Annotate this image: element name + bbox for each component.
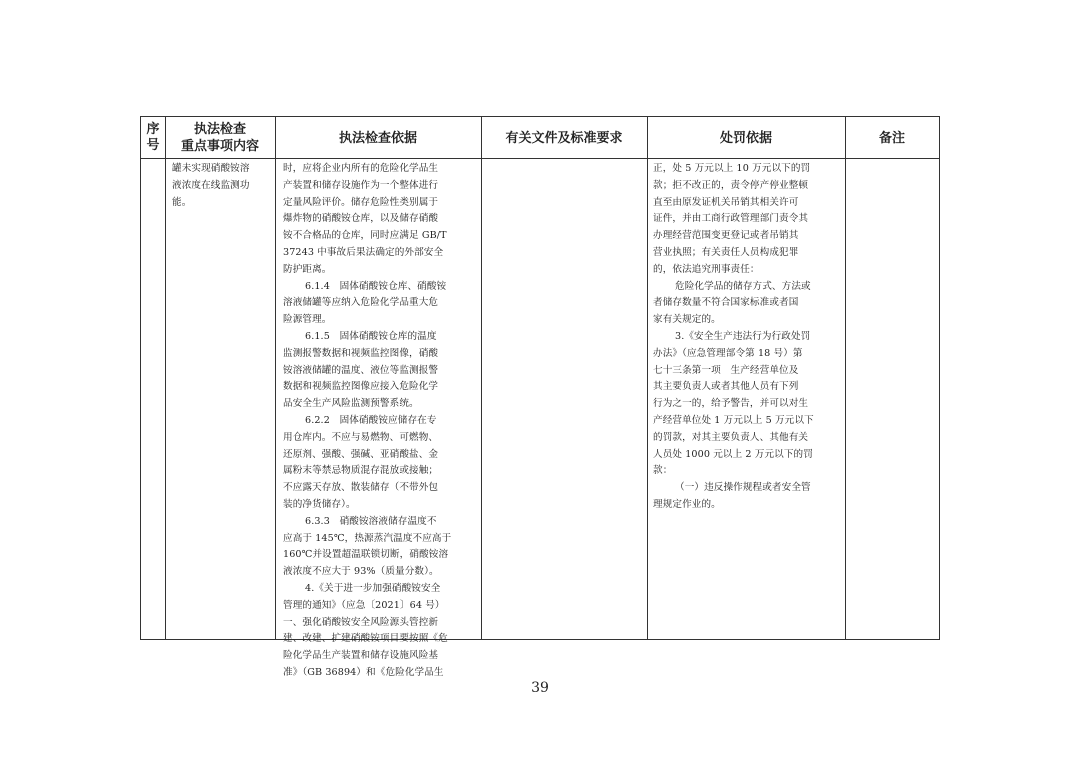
text-line: 爆炸物的硝酸铵仓库，以及储存硝酸 xyxy=(283,213,439,225)
header-standards xyxy=(481,117,647,159)
text-line: 3.《安全生产违法行为行政处罚 xyxy=(675,330,811,342)
header-item-line2: 重点事项内容 xyxy=(180,139,259,154)
text-line: 铵不合格品的仓库，同时应满足 GB/T xyxy=(283,230,447,242)
text-line: 应高于 145℃，热源蒸汽温度不应高于 xyxy=(283,532,452,544)
text-line: 能。 xyxy=(172,196,192,208)
header-penalty-label: 处罚依据 xyxy=(719,130,772,146)
text-line: 理规定作业的。 xyxy=(653,498,721,510)
text-line: 定量风险评价。储存危险性类别属于 xyxy=(283,196,439,208)
text-line: 款；拒不改正的，责令停产停业整顿 xyxy=(653,179,809,191)
text-line: 监测报警数据和视频监控图像，硝酸 xyxy=(283,347,439,359)
text-line: （一）违反操作规程或者安全管 xyxy=(675,482,811,494)
header-basis xyxy=(275,117,481,159)
text-line: 6.2.2 固体硝酸铵应储存在专 xyxy=(305,414,437,426)
text-line: 溶液储罐等应纳入危险化学品重大危 xyxy=(283,297,439,309)
text-line: 铵溶液储罐的温度、液位等监测报警 xyxy=(283,364,439,376)
table-header-row xyxy=(141,117,939,159)
text-line: 还原剂、强酸、强碱、亚硝酸盐、金 xyxy=(283,448,439,460)
text-line: 160℃并设置超温联锁切断，硝酸铵溶 xyxy=(283,549,449,561)
header-item xyxy=(165,117,275,159)
text-line: 的，依法追究刑事责任： xyxy=(653,263,760,275)
penalty-content-cell xyxy=(653,161,841,514)
text-line: 防护距离。 xyxy=(283,263,332,275)
text-line: 险源管理。 xyxy=(283,314,332,326)
text-line: 险化学品生产装置和储存设施风险基 xyxy=(283,650,439,662)
text-line: 证件，并由工商行政管理部门责令其 xyxy=(653,213,809,225)
text-line: 的罚款，对其主要负责人、其他有关 xyxy=(653,431,809,443)
text-line: 用仓库内。不应与易燃物、可燃物、 xyxy=(283,431,439,443)
column-divider xyxy=(275,117,276,639)
text-line: 产装置和储存设施作为一个整体进行 xyxy=(283,179,439,191)
text-line: 属粉末等禁忌物质混存混放或接触； xyxy=(283,465,439,477)
text-line: 6.3.3 硝酸铵溶液储存温度不 xyxy=(305,515,437,527)
text-line: 危险化学品的储存方式、方法或 xyxy=(675,280,811,292)
text-line: 准》（GB 36894）和《危险化学品生 xyxy=(283,666,444,678)
item-content-cell xyxy=(172,161,272,211)
header-remarks-label: 备注 xyxy=(878,130,905,146)
text-line: 直至由原发证机关吊销其相关许可 xyxy=(653,196,799,208)
text-line: 液浓度在线监测功 xyxy=(172,179,250,191)
text-line: 办法》（应急管理部令第 18 号）第 xyxy=(653,347,803,359)
text-line: 装的净货储存）。 xyxy=(283,498,356,510)
header-basis-label: 执法检查依据 xyxy=(338,130,417,146)
text-line: 37243 中事故后果法确定的外部安全 xyxy=(283,246,444,258)
text-line: 营业执照；有关责任人员构成犯罪 xyxy=(653,246,799,258)
header-penalty xyxy=(647,117,845,159)
text-line: 行为之一的，给予警告，并可以对生 xyxy=(653,398,809,410)
text-line: 一、强化硝酸铵安全风险源头管控新 xyxy=(283,616,439,628)
text-line: 人员处 1000 元以上 2 万元以下的罚 xyxy=(653,448,813,460)
text-line: 产经营单位处 1 万元以上 5 万元以下 xyxy=(653,414,814,426)
text-line: 6.1.4 固体硝酸铵仓库、硝酸铵 xyxy=(305,280,447,292)
text-line: 正，处 5 万元以上 10 万元以下的罚 xyxy=(653,163,811,174)
column-divider xyxy=(165,117,166,639)
text-line: 数据和视频监控图像应接入危险化学 xyxy=(283,381,439,393)
text-line: 时，应将企业内所有的危险化学品生 xyxy=(283,163,439,174)
text-line: 建、改建、扩建硝酸铵项目要按照《危 xyxy=(283,633,448,645)
text-line: 6.1.5 固体硝酸铵仓库的温度 xyxy=(305,330,437,342)
text-line: 家有关规定的。 xyxy=(653,314,721,326)
text-line: 办理经营范围变更登记或者吊销其 xyxy=(653,230,799,242)
text-line: 其主要负责人或者其他人员有下列 xyxy=(653,381,799,393)
header-item-line1: 执法检查 xyxy=(193,122,246,137)
column-divider xyxy=(845,117,846,639)
header-standards-label: 有关文件及标准要求 xyxy=(505,130,623,146)
text-line: 4.《关于进一步加强硝酸铵安全 xyxy=(305,582,441,594)
text-line: 管理的通知》（应急〔2021〕64 号） xyxy=(283,599,445,611)
column-divider xyxy=(647,117,648,639)
header-remarks xyxy=(845,117,939,159)
text-line: 款： xyxy=(653,465,673,477)
text-line: 液浓度不应大于 93%（质量分数）。 xyxy=(283,566,439,578)
text-line: 品安全生产风险监测预警系统。 xyxy=(283,398,419,410)
page-number: 39 xyxy=(531,680,549,696)
text-line: 者储存数量不符合国家标准或者国 xyxy=(653,297,799,309)
header-seq-line1: 序 xyxy=(146,122,160,137)
text-line: 不应露天存放、散装储存（不带外包 xyxy=(283,482,439,494)
text-line: 七十三条第一项 生产经营单位及 xyxy=(653,364,799,376)
text-line: 罐未实现硝酸铵溶 xyxy=(172,163,250,174)
basis-content-cell xyxy=(283,161,477,682)
header-seq xyxy=(141,117,165,159)
header-seq-line2: 号 xyxy=(146,138,160,153)
column-divider xyxy=(481,117,482,639)
regulation-table xyxy=(140,116,940,678)
